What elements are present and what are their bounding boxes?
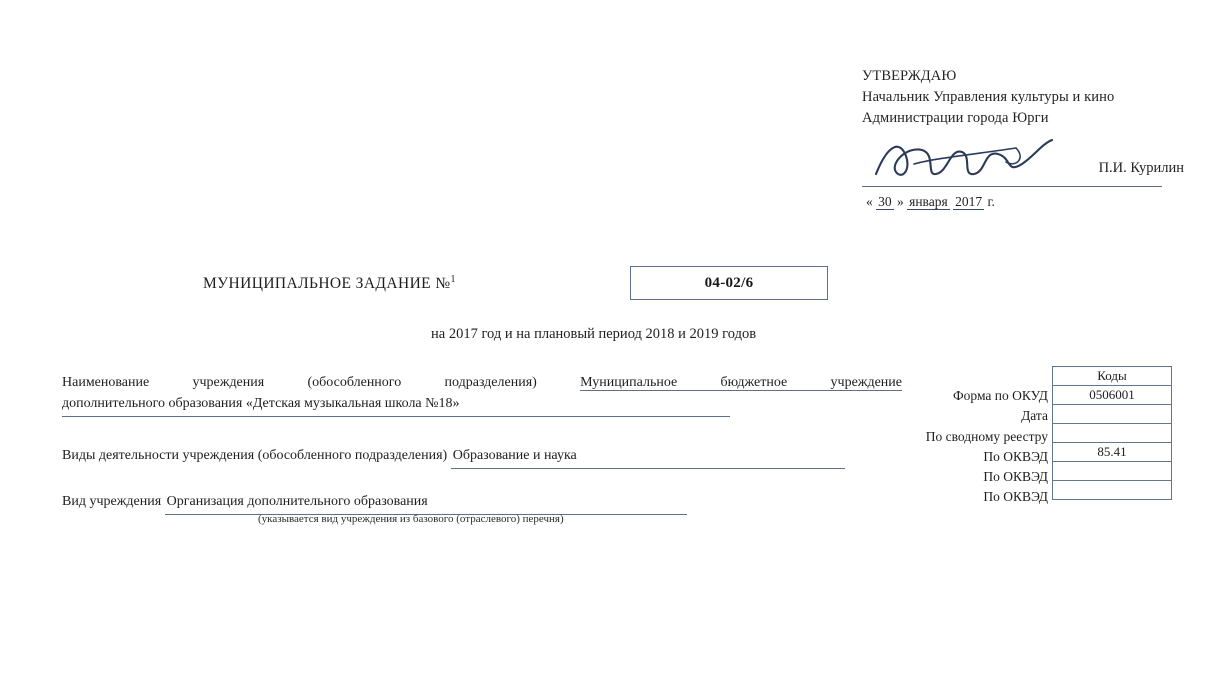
date-quote-close: »	[897, 194, 904, 209]
document-title	[203, 274, 456, 293]
document-subtitle: на 2017 год и на плановый период 2018 и 2019 годов	[431, 326, 757, 342]
date-quote-open: «	[866, 194, 873, 209]
codes-labels	[830, 386, 1048, 508]
table-row	[1053, 481, 1172, 500]
codes-label-3: По ОКВЭД	[983, 448, 1048, 464]
codes-label-1: Дата	[1021, 408, 1048, 424]
document-title-footnote: 1	[450, 274, 456, 285]
field-institution-name-label: Наименование учреждения (обособленного подразделения)	[62, 375, 537, 390]
field-institution-kind	[62, 491, 852, 515]
approval-line-3: Администрации города Юрги	[862, 110, 1049, 127]
date-year-suffix: г.	[987, 194, 995, 209]
codes-table	[1052, 366, 1172, 500]
field-institution-kind-note: (указывается вид учреждения из базового (отраслевого) перечня)	[258, 513, 564, 525]
field-institution-kind-value: Организация дополнительного образования	[165, 491, 687, 515]
signature-rule	[862, 186, 1162, 187]
codes-label-2: По сводному реестру	[925, 428, 1048, 444]
approval-line-2: Начальник Управления культуры и кино	[862, 89, 1115, 106]
field-institution-name	[62, 372, 902, 417]
codes-value-2	[1053, 424, 1172, 443]
approval-block	[862, 66, 1182, 129]
field-institution-name-value-1: Муниципальное бюджетное учреждение	[580, 375, 902, 390]
approval-line-1: УТВЕРЖДАЮ	[862, 68, 957, 84]
codes-value-5	[1053, 481, 1172, 500]
field-institution-kind-label: Вид учреждения	[62, 494, 162, 509]
codes-table-header: Коды	[1053, 367, 1172, 386]
field-activity-types	[62, 445, 852, 469]
codes-value-4	[1053, 462, 1172, 481]
task-number-value: 04-02/6	[704, 274, 754, 291]
codes-value-3: 85.41	[1053, 443, 1172, 462]
date-day: 30	[878, 194, 892, 209]
field-activity-types-value: Образование и наука	[451, 445, 845, 469]
table-row	[1053, 386, 1172, 405]
field-institution-name-value-2: дополнительного образования «Детская музыкальная школа №18»	[62, 393, 730, 417]
table-row	[1053, 405, 1172, 424]
date-year: 2017	[955, 194, 983, 209]
approval-date	[866, 194, 995, 210]
codes-label-4: По ОКВЭД	[983, 469, 1048, 485]
signature-area	[862, 134, 1184, 186]
table-row	[1053, 443, 1172, 462]
codes-value-0: 0506001	[1053, 386, 1172, 405]
task-number-box	[630, 266, 828, 300]
handwritten-signature-icon	[866, 134, 1076, 188]
signer-name: П.И. Курилин	[1098, 160, 1184, 176]
field-activity-types-label: Виды деятельности учреждения (обособленного подразделения)	[62, 448, 448, 463]
table-row	[1053, 462, 1172, 481]
document-title-text: МУНИЦИПАЛЬНОЕ ЗАДАНИЕ №	[203, 275, 451, 293]
date-month: января	[909, 194, 948, 209]
codes-label-5: По ОКВЭД	[983, 489, 1048, 505]
table-row-header	[1053, 367, 1172, 386]
codes-value-1	[1053, 405, 1172, 424]
table-row	[1053, 424, 1172, 443]
codes-label-0: Форма по ОКУД	[952, 388, 1048, 403]
